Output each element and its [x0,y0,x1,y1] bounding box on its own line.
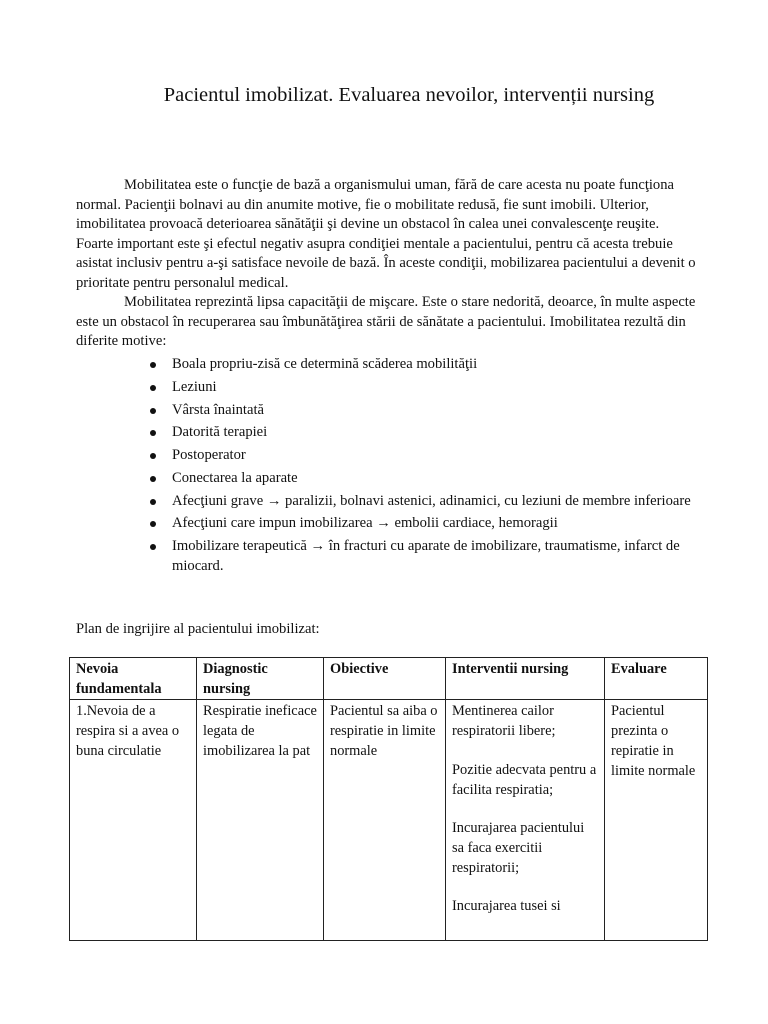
header-interventions: Interventii nursing [446,658,605,700]
list-item: Conectarea la aparate [148,469,708,489]
bullet-icon [150,453,156,459]
header-need: Nevoia fundamentala [70,658,197,700]
table-header-row [70,658,708,700]
cell-diagnostic: Respiratie ineficace legata de imobilizarea la pat [197,700,324,941]
plan-heading: Plan de ingrijire al pacientului imobilizat: [76,621,320,637]
cell-interventions [446,700,605,941]
causes-list [148,355,708,580]
list-item: Postoperator [148,446,708,466]
intervention-item: Incurajarea tusei si [452,898,561,915]
list-item: Leziuni [148,378,708,398]
bullet-icon [150,430,156,436]
list-item: Vârsta înaintată [148,401,708,421]
mobility-paragraph: Mobilitatea reprezintă lipsa capacităţii de mişcare. Este o stare nedorită, deoarce, în multe aspecte este un obstacol în recuperarea sau îmbunătăţirea stării de sănătate a pacientului. Imobilitatea rezultă din diferite motive: [76,294,696,350]
intervention-item: Incurajarea pacientului sa faca exercitii respiratorii; [452,820,585,876]
bullet-icon [150,385,156,391]
bullet-icon [150,408,156,414]
cell-objective: Pacientul sa aiba o respiratie in limite normale [324,700,446,941]
list-item: Datorită terapiei [148,423,708,443]
list-item: Imobilizare terapeutică → în fracturi cu aparate de imobilizare, traumatisme, infarct de miocard. [148,537,708,576]
cell-need: 1.Nevoia de a respira si a avea o buna circulatie [70,700,197,941]
bullet-icon [150,544,156,550]
bullet-icon [150,476,156,482]
list-item: Boala propriu-zisă ce determină scăderea mobilităţii [148,355,708,375]
header-diagnostic: Diagnostic nursing [197,658,324,700]
document-title: Pacientul imobilizat. Evaluarea nevoilor, intervenții nursing [163,84,655,106]
table-row [70,700,708,941]
cell-evaluation: Pacientul prezinta o repiratie in limite normale [605,700,708,941]
list-item: Afecţiuni care impun imobilizarea → embolii cardiace, hemoragii [148,514,708,534]
bullet-icon [150,521,156,527]
bullet-icon [150,499,156,505]
bullet-icon [150,362,156,368]
header-objectives: Obiective [324,658,446,700]
care-plan-table [69,657,708,941]
list-item: Afecţiuni grave → paralizii, bolnavi astenici, adinamici, cu leziuni de membre inferioare [148,492,708,512]
intro-paragraph: Mobilitatea este o funcţie de bază a organismului uman, fără de care acesta nu poate funcţiona normal. Pacienţii bolnavi au din anumite motive, fie o mobilitate redusă, fie sunt imobili. Ulterior, imobilitatea provoacă deterioarea sănătăţii şi devine un obstacol în calea unei convalescenţe reuşite. Foarte important este şi efectul negativ asupra condiţiei mentale a pacientului, pentru că acesta trebuie asistat inclusiv pentru a-şi satisface nevoile de bază. În aceste condiţii, mobilizarea pacientului a devenit o prioritate pentru personalul medical. [76,177,696,291]
intervention-item: Mentinerea cailor respiratorii libere; [452,703,556,740]
intervention-item: Pozitie adecvata pentru a facilita respiratia; [452,761,597,798]
header-evaluation: Evaluare [605,658,708,700]
